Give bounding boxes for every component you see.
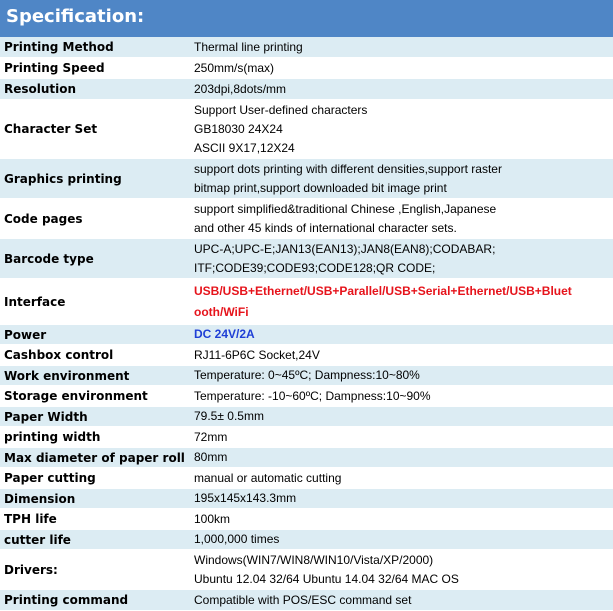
spec-label: TPH life bbox=[4, 512, 57, 526]
spec-value bbox=[194, 468, 609, 488]
spec-label: Work environment bbox=[4, 368, 130, 383]
spec-label: cutter life bbox=[4, 532, 71, 547]
spec-label: Storage environment bbox=[4, 389, 148, 403]
spec-label: Max diameter of paper roll bbox=[4, 450, 185, 465]
spec-row bbox=[0, 366, 613, 386]
spec-row bbox=[0, 590, 613, 611]
spec-value-line: manual or automatic cutting bbox=[194, 470, 342, 485]
spec-value-line: Temperature: -10~60ºC; Dampness:10~90% bbox=[194, 388, 431, 403]
spec-label: Printing Method bbox=[4, 40, 114, 54]
spec-value-line: ASCII 9X17,12X24 bbox=[194, 140, 295, 155]
spec-value bbox=[194, 550, 609, 589]
spec-row bbox=[0, 345, 613, 366]
spec-value-line: ooth/WiFi bbox=[194, 304, 249, 319]
spec-label: Interface bbox=[4, 294, 66, 309]
spec-row bbox=[0, 58, 613, 79]
spec-value-line: Support User-defined characters bbox=[194, 102, 368, 117]
spec-row bbox=[0, 468, 613, 489]
spec-row bbox=[0, 239, 613, 279]
spec-value-line: bitmap print,support downloaded bit image print bbox=[194, 180, 447, 195]
spec-value-line: support simplified&traditional Chinese ,English,Japanese bbox=[194, 201, 497, 216]
spec-row bbox=[0, 159, 613, 199]
spec-value-line: ITF;CODE39;CODE93;CODE128;QR CODE; bbox=[194, 260, 436, 275]
spec-row bbox=[0, 427, 613, 448]
spec-value bbox=[194, 366, 609, 385]
spec-header bbox=[0, 0, 613, 37]
spec-value bbox=[194, 386, 609, 406]
spec-row bbox=[0, 79, 613, 100]
spec-value-line: 195x145x143.3mm bbox=[194, 491, 297, 505]
spec-label: Barcode type bbox=[4, 251, 94, 266]
spec-label: Power bbox=[4, 327, 47, 342]
spec-value-line: RJ11-6P6C Socket,24V bbox=[194, 347, 320, 362]
spec-row bbox=[0, 100, 613, 159]
spec-value bbox=[194, 58, 609, 78]
spec-value bbox=[194, 590, 609, 610]
spec-label: Resolution bbox=[4, 82, 77, 96]
spec-value bbox=[194, 489, 609, 508]
spec-title: Specification: bbox=[6, 6, 145, 27]
spec-label: Paper Width bbox=[4, 409, 88, 424]
spec-value-line: Thermal line printing bbox=[194, 39, 303, 54]
spec-label: Printing Speed bbox=[4, 61, 105, 75]
spec-value-line: 100km bbox=[194, 511, 231, 526]
spec-value-line: 203dpi,8dots/mm bbox=[194, 81, 287, 96]
spec-label: Drivers: bbox=[4, 562, 58, 577]
spec-row bbox=[0, 530, 613, 550]
spec-value-line: 79.5± 0.5mm bbox=[194, 409, 264, 423]
spec-label: Graphics printing bbox=[4, 171, 122, 186]
spec-value bbox=[194, 279, 609, 324]
spec-row bbox=[0, 550, 613, 590]
spec-row bbox=[0, 407, 613, 427]
spec-value-line: 80mm bbox=[194, 450, 228, 464]
spec-label: Character Set bbox=[4, 122, 98, 136]
spec-row bbox=[0, 325, 613, 345]
spec-value bbox=[194, 100, 609, 158]
spec-value bbox=[194, 509, 609, 529]
spec-label: printing width bbox=[4, 430, 101, 444]
spec-label: Cashbox control bbox=[4, 348, 114, 362]
spec-row bbox=[0, 386, 613, 407]
spec-row bbox=[0, 489, 613, 509]
spec-value-line: Temperature: 0~45ºC; Dampness:10~80% bbox=[194, 368, 420, 382]
spec-value-line: Compatible with POS/ESC command set bbox=[194, 592, 412, 607]
spec-value bbox=[194, 530, 609, 549]
spec-value bbox=[194, 79, 609, 99]
spec-value-line: Windows(WIN7/WIN8/WIN10/Vista/XP/2000) bbox=[194, 552, 434, 567]
spec-value-line: UPC-A;UPC-E;JAN13(EAN13);JAN8(EAN8);CODABAR; bbox=[194, 241, 496, 256]
spec-value bbox=[194, 37, 609, 57]
spec-row bbox=[0, 279, 613, 325]
spec-value bbox=[194, 239, 609, 278]
spec-label: Printing command bbox=[4, 593, 129, 607]
spec-value bbox=[194, 448, 609, 467]
spec-value-line: DC 24V/2A bbox=[194, 327, 255, 341]
spec-value-line: and other 45 kinds of international character sets. bbox=[194, 220, 457, 235]
spec-row bbox=[0, 37, 613, 58]
spec-label: Code pages bbox=[4, 211, 83, 226]
spec-value-line: USB/USB+Ethernet/USB+Parallel/USB+Serial+Ethernet/USB+Bluet bbox=[194, 283, 572, 298]
spec-value bbox=[194, 199, 609, 238]
spec-row bbox=[0, 509, 613, 530]
spec-value-line: 72mm bbox=[194, 429, 228, 444]
spec-value-line: 250mm/s(max) bbox=[194, 60, 275, 75]
spec-row bbox=[0, 448, 613, 468]
spec-value bbox=[194, 427, 609, 447]
spec-row bbox=[0, 199, 613, 239]
spec-label: Dimension bbox=[4, 491, 76, 506]
spec-table bbox=[0, 37, 613, 611]
spec-value-line: support dots printing with different densities,support raster bbox=[194, 161, 502, 176]
spec-value-line: 1,000,000 times bbox=[194, 532, 280, 546]
spec-value bbox=[194, 407, 609, 426]
spec-value-line: GB18030 24X24 bbox=[194, 121, 283, 136]
spec-value-line: Ubuntu 12.04 32/64 Ubuntu 14.04 32/64 MAC OS bbox=[194, 571, 459, 586]
spec-label: Paper cutting bbox=[4, 471, 96, 485]
spec-value bbox=[194, 325, 609, 344]
spec-value bbox=[194, 159, 609, 198]
spec-value bbox=[194, 345, 609, 365]
